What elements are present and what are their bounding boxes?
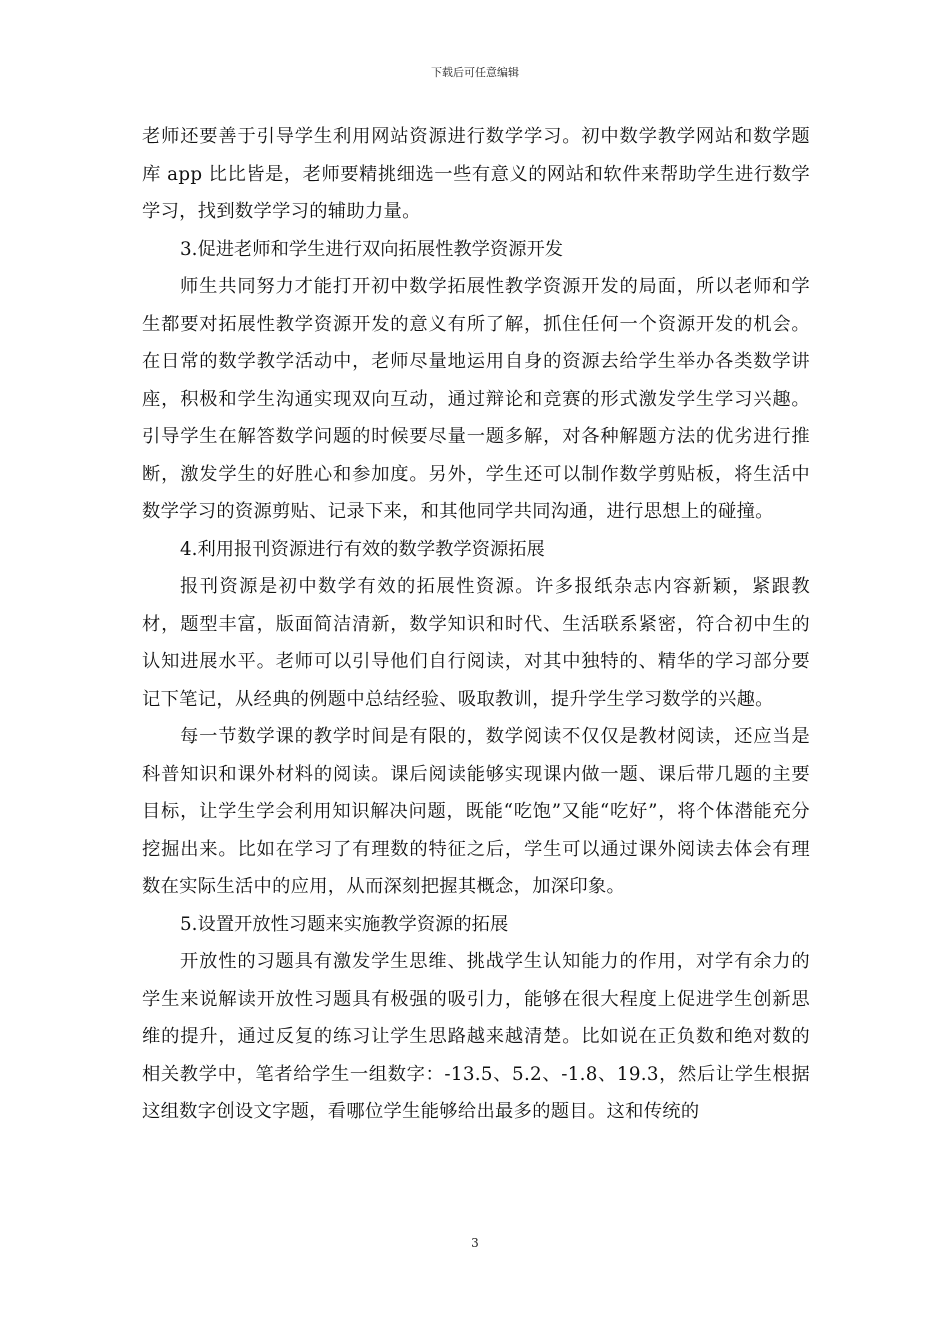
paragraph-math-reading: 每一节数学课的教学时间是有限的，数学阅读不仅仅是教材阅读，还应当是科普知识和课外材料的阅读。课后阅读能够实现课内做一题、课后带几题的主要目标，让学生学会利用知识解决问题，既能“吃饱”又能“吃好”，将个体潜能充分挖掘出来。比如在学习了有理数的特征之后，学生可以通过课外阅读去体会有理数在实际生活中的应用，从而深刻把握其概念，加深印象。	[142, 726, 810, 897]
paragraph-website-resources: 老师还要善于引导学生利用网站资源进行数学学习。初中数学教学网站和数学题库 app 比比皆是，老师要精挑细选一些有意义的网站和软件来帮助学生进行数学学习，找到数学学习的辅助力量。	[142, 126, 810, 222]
page-header-note: 下载后可任意编辑	[431, 66, 519, 79]
paragraph-newspaper-resources: 报刊资源是初中数学有效的拓展性资源。许多报纸杂志内容新颖，紧跟教材，题型丰富，版面简洁清新，数学知识和时代、生活联系紧密，符合初中生的认知进展水平。老师可以引导他们自行阅读，对其中独特的、精华的学习部分要记下笔记，从经典的例题中总结经验、吸取教训，提升学生学习数学的兴趣。	[142, 576, 810, 710]
paragraph-two-way-development: 师生共同努力才能打开初中数学拓展性教学资源开发的局面，所以老师和学生都要对拓展性教学资源开发的意义有所了解，抓住任何一个资源开发的机会。在日常的数学教学活动中，老师尽量地运用自身的资源去给学生举办各类数学讲座，积极和学生沟通实现双向互动，通过辩论和竞赛的形式激发学生学习兴趣。引导学生在解答数学问题的时候要尽量一题多解，对各种解题方法的优劣进行推断，激发学生的好胜心和参加度。另外，学生还可以制作数学剪贴板，将生活中数学学习的资源剪贴、记录下来，和其他同学共同沟通，进行思想上的碰撞。	[142, 276, 810, 522]
section-heading-4: 4.利用报刊资源进行有效的数学教学资源拓展	[180, 538, 545, 560]
document-body	[142, 118, 810, 1131]
paragraph-open-exercises: 开放性的习题具有激发学生思维、挑战学生认知能力的作用，对学有余力的学生来说解读开放性习题具有极强的吸引力，能够在很大程度上促进学生创新思维的提升，通过反复的练习让学生思路越来越清楚。比如说在正负数和绝对数的相关教学中，笔者给学生一组数字：-13.5、5.2、-1.8、19.3，然后让学生根据这组数字创设文字题，看哪位学生能够给出最多的题目。这和传统的	[142, 951, 810, 1122]
section-heading-3: 3.促进老师和学生进行双向拓展性教学资源开发	[180, 238, 564, 260]
section-heading-5: 5.设置开放性习题来实施教学资源的拓展	[180, 913, 509, 935]
page-number: 3	[471, 1236, 479, 1250]
